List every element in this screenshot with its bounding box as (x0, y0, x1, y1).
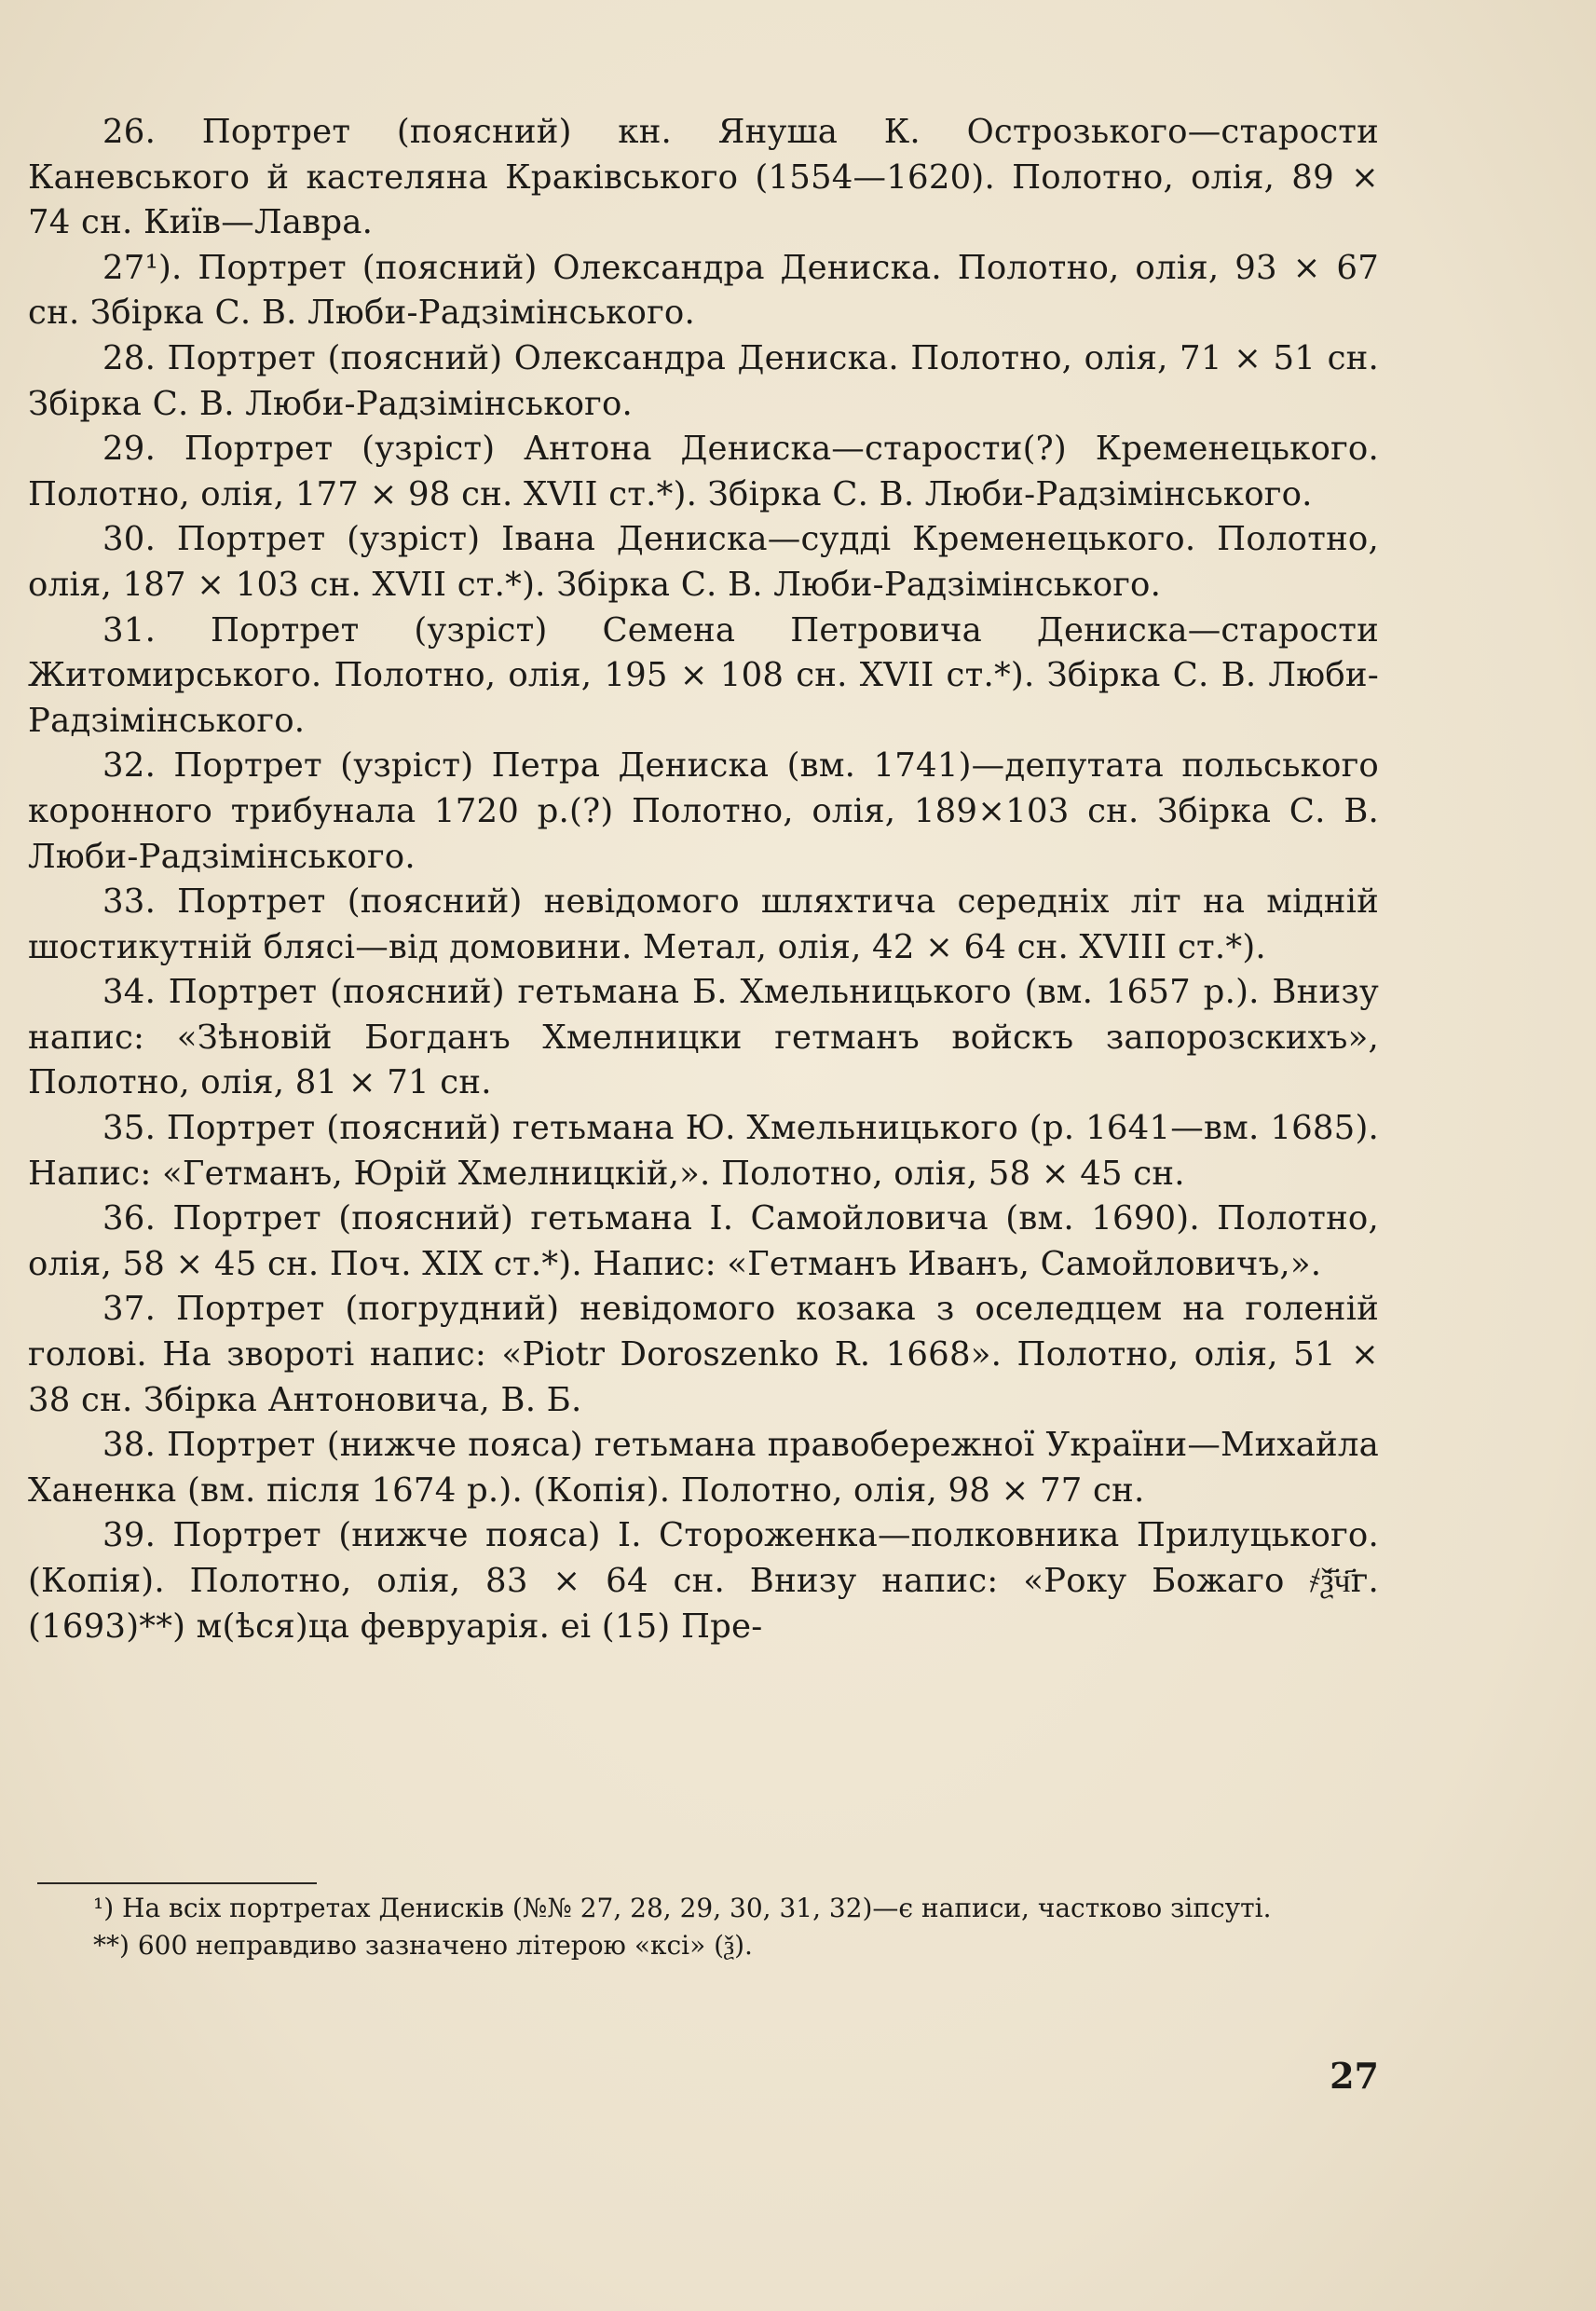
entry-34: 34. Портрет (поясний) гетьмана Б. Хмельницького (вм. 1657 р.). Внизу напис: «Зѣновій Богданъ Хмелницки гетманъ войскъ запорозскихъ», Полотно, олія, 81 × 71 сн. (28, 973, 1379, 1102)
footnote-divider (37, 1882, 317, 1884)
catalog-entries (28, 110, 1379, 1649)
entry-30: 30. Портрет (узріст) Івана Дениска—судді Кременецького. Полотно, олія, 187 × 103 сн. XVII ст.*). Збірка С. В. Люби-Радзімінського. (28, 520, 1379, 604)
entry-29: 29. Портрет (узріст) Антона Дениска—старости(?) Кременецького. Полотно, олія, 177 × 98 сн. XVII ст.*). Збірка С. В. Люби-Радзімінського. (28, 430, 1379, 513)
entry-26: 26. Портрет (поясний) кн. Януша К. Острозького—старости Каневського й кастеляна Краківського (1554—1620). Полотно, олія, 89 × 74 сн. Київ—Лавра. (28, 113, 1379, 242)
entry-28: 28. Портрет (поясний) Олександра Дениска. Полотно, олія, 71 × 51 сн. Збірка С. В. Люби-Радзімінського. (28, 338, 1379, 423)
entry-35: 35. Портрет (поясний) гетьмана Ю. Хмельницького (р. 1641—вм. 1685). Напис: «Гетманъ, Юрій Хмелницкій,». Полотно, олія, 58 × 45 сн. (28, 1109, 1379, 1193)
entry-36: 36. Портрет (поясний) гетьмана І. Самойловича (вм. 1690). Полотно, олія, 58 × 45 сн. Поч. XIX ст.*). Напис: «Гетманъ Иванъ, Самойловичъ,». (28, 1199, 1379, 1283)
entry-38: 38. Портрет (нижче пояса) гетьмана правобережної України—Михайла Ханенка (вм. після 1674 р.). (Копія). Полотно, олія, 98 × 77 сн. (28, 1426, 1379, 1510)
footnote-2: **) 600 неправдиво зазначено літерою «ксі» (ѯ). (93, 1930, 753, 1961)
footnote-1: ¹) На всіх портретах Денисків (№№ 27, 28, 29, 30, 31, 32)—є написи, частково зіпсуті. (93, 1893, 1272, 1923)
page-number: 27 (1330, 2055, 1379, 2097)
entry-27: 27¹). Портрет (поясний) Олександра Дениска. Полотно, олія, 93 × 67 сн. Збірка С. В. Люби-Радзімінського. (28, 248, 1379, 333)
entry-37: 37. Портрет (погрудний) невідомого козака з оселедцем на голеній голові. На звороті напис: «Piotr Doroszenko R. 1668». Полотно, олія, 51 × 38 сн. Збірка Антоновича, В. Б. (28, 1290, 1379, 1419)
footnotes (28, 1890, 1379, 1964)
entry-31: 31. Портрет (узріст) Семена Петровича Дениска—старости Житомирського. Полотно, олія, 195 × 108 сн. XVII ст.*). Збірка С. В. Люби-Радзімінського. (28, 610, 1379, 740)
entry-39: 39. Портрет (нижче пояса) І. Стороженка—полковника Прилуцького. (Копія). Полотно, олія, 83 × 64 сн. Внизу напис: «Року Божаго ҂ѯ҃ч҃г. (1693)**) м(ѣся)ца февруарія. еі (15) Пре- (28, 1516, 1379, 1646)
entry-33: 33. Портрет (поясний) невідомого шляхтича середніх літ на мідній шостикутній бляcі—від домовини. Метал, олія, 42 × 64 сн. XVIII ст.*). (28, 882, 1379, 966)
entry-32: 32. Портрет (узріст) Петра Дениска (вм. 1741)—депутата польського коронного трибунала 1720 р.(?) Полотно, олія, 189×103 сн. Збірка С. В. Люби-Радзімінського. (28, 746, 1379, 876)
